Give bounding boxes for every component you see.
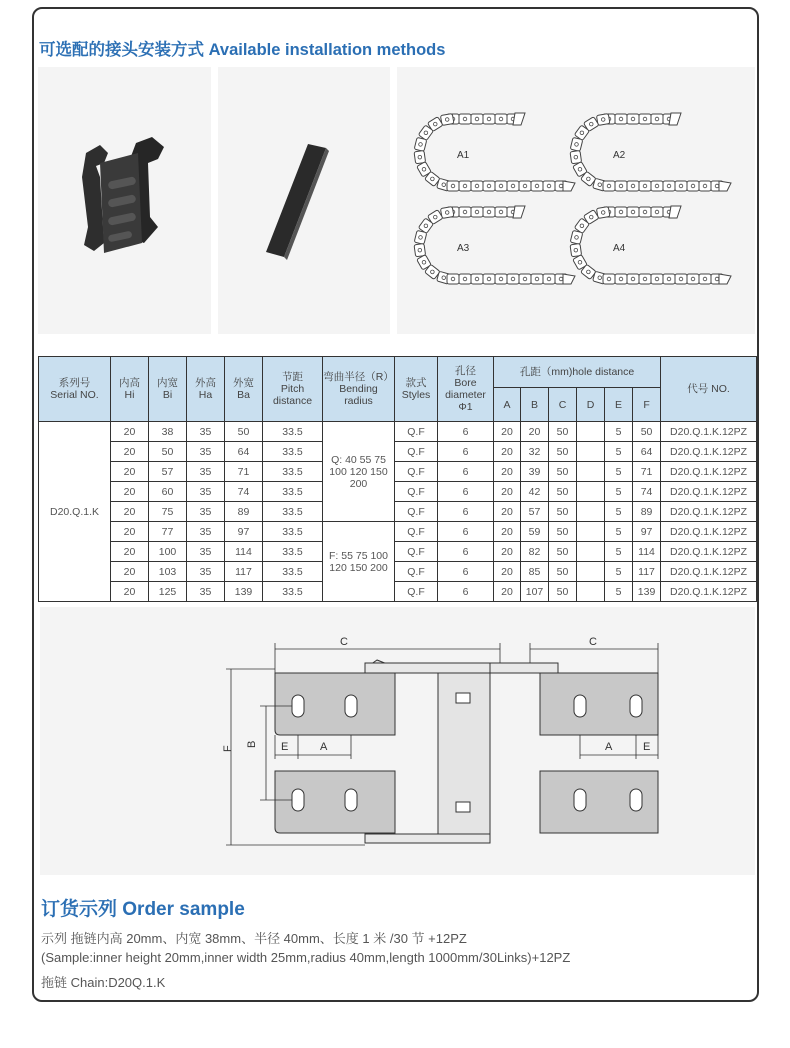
- cell-bore: 6: [438, 442, 494, 462]
- cell-hi: 20: [111, 522, 149, 542]
- chain-link: [627, 207, 639, 217]
- cell-a: 20: [494, 582, 521, 602]
- cell-ba: 139: [225, 582, 263, 602]
- cell-e: 5: [605, 442, 633, 462]
- chain-end-bracket: [719, 181, 731, 191]
- chain-link: [459, 114, 471, 124]
- chain-link: [615, 207, 627, 217]
- header-pitch: 节距 Pitch distance: [263, 357, 323, 422]
- cell-f: 89: [633, 502, 661, 522]
- cell-e: 5: [605, 482, 633, 502]
- chain-link: [507, 181, 519, 191]
- strip-icon: [218, 67, 390, 334]
- serial-cell: D20.Q.1.K: [39, 422, 111, 602]
- cell-b: 82: [521, 542, 549, 562]
- cell-code: D20.Q.1.K.12PZ: [661, 502, 757, 522]
- chain-link: [543, 274, 555, 284]
- chain-link: [651, 207, 663, 217]
- header-hole-distance: 孔距（mm)hole distance: [494, 357, 661, 388]
- chain-link: [414, 151, 426, 164]
- chain-link: [615, 181, 627, 191]
- chain-link: [639, 274, 651, 284]
- cell-b: 39: [521, 462, 549, 482]
- chain-link: [603, 274, 615, 284]
- chain-link: [495, 207, 507, 217]
- cell-hi: 20: [111, 442, 149, 462]
- chain-link: [507, 274, 519, 284]
- chain-link: [687, 274, 699, 284]
- chain-link: [471, 207, 483, 217]
- chain-link: [447, 181, 459, 191]
- cell-ha: 35: [187, 542, 225, 562]
- chain-link: [675, 181, 687, 191]
- cell-pitch: 33.5: [263, 502, 323, 522]
- order-sample-title: 订货示列 Order sample: [41, 899, 245, 920]
- installation-options-panel: [397, 67, 755, 334]
- chain-link: [627, 114, 639, 124]
- header-ha: 外高 Ha: [187, 357, 225, 422]
- cell-f: 74: [633, 482, 661, 502]
- dim-label-f: F: [222, 745, 234, 752]
- cell-ha: 35: [187, 482, 225, 502]
- cell-c: 50: [549, 562, 577, 582]
- chain-link: [699, 274, 711, 284]
- chain-link: [459, 207, 471, 217]
- chain-end-bracket: [563, 274, 575, 284]
- cell-e: 5: [605, 462, 633, 482]
- fixing-strip-photo: [218, 67, 390, 334]
- cell-style: Q.F: [395, 542, 438, 562]
- cell-pitch: 33.5: [263, 422, 323, 442]
- cell-a: 20: [494, 542, 521, 562]
- cell-d: [577, 462, 605, 482]
- chain-link: [570, 137, 583, 151]
- cell-pitch: 33.5: [263, 482, 323, 502]
- cell-bore: 6: [438, 462, 494, 482]
- cell-hi: 20: [111, 462, 149, 482]
- cell-b: 32: [521, 442, 549, 462]
- cell-style: Q.F: [395, 482, 438, 502]
- chain-link: [471, 274, 483, 284]
- cell-ba: 50: [225, 422, 263, 442]
- cell-ha: 35: [187, 562, 225, 582]
- cell-f: 50: [633, 422, 661, 442]
- header-bore: 孔径 Bore diameter Φ1: [438, 357, 494, 422]
- cell-style: Q.F: [395, 522, 438, 542]
- header-serial: 系列号 Serial NO.: [39, 357, 111, 422]
- cell-bi: 57: [149, 462, 187, 482]
- cell-bi: 75: [149, 502, 187, 522]
- cell-ha: 35: [187, 582, 225, 602]
- dim-label-a-left: A: [320, 741, 328, 753]
- table-row: [39, 482, 757, 502]
- chain-link: [651, 114, 663, 124]
- chain-link: [570, 230, 583, 244]
- cell-bi: 103: [149, 562, 187, 582]
- chain-end-bracket: [669, 206, 681, 218]
- cell-bore: 6: [438, 562, 494, 582]
- dim-label-e-left: E: [281, 741, 289, 753]
- table-row: [39, 582, 757, 602]
- cell-d: [577, 542, 605, 562]
- link-dimension-drawing: [40, 607, 755, 875]
- chain-link: [675, 274, 687, 284]
- chain-end-bracket: [513, 206, 525, 218]
- table-row: [39, 562, 757, 582]
- cell-d: [577, 482, 605, 502]
- chain-link: [459, 274, 471, 284]
- chain-link: [699, 181, 711, 191]
- cell-bi: 125: [149, 582, 187, 602]
- cell-ha: 35: [187, 522, 225, 542]
- chain-link: [519, 274, 531, 284]
- dim-label-c-left: C: [340, 636, 348, 648]
- cell-hi: 20: [111, 542, 149, 562]
- cell-ba: 64: [225, 442, 263, 462]
- cell-c: 50: [549, 542, 577, 562]
- cell-pitch: 33.5: [263, 582, 323, 602]
- table-row: [39, 522, 757, 542]
- cell-e: 5: [605, 562, 633, 582]
- chain-link: [483, 181, 495, 191]
- chain-link: [570, 151, 582, 164]
- chain-link: [651, 181, 663, 191]
- chain-link: [495, 114, 507, 124]
- chain-link: [483, 207, 495, 217]
- order-sample-line-cn: 示列 拖链内高 20mm、内宽 38mm、半径 40mm、长度 1 米 /30 节 +12PZ: [41, 931, 467, 946]
- cell-hi: 20: [111, 562, 149, 582]
- cell-bore: 6: [438, 502, 494, 522]
- chain-end-bracket: [563, 181, 575, 191]
- cell-style: Q.F: [395, 422, 438, 442]
- cell-ha: 35: [187, 502, 225, 522]
- cell-hi: 20: [111, 422, 149, 442]
- table-row: [39, 542, 757, 562]
- chain-link: [414, 244, 426, 257]
- cell-ba: 114: [225, 542, 263, 562]
- cell-c: 50: [549, 502, 577, 522]
- cell-code: D20.Q.1.K.12PZ: [661, 482, 757, 502]
- cell-c: 50: [549, 522, 577, 542]
- cell-e: 5: [605, 502, 633, 522]
- cell-c: 50: [549, 462, 577, 482]
- chain-link: [447, 274, 459, 284]
- cell-pitch: 33.5: [263, 462, 323, 482]
- cell-bi: 60: [149, 482, 187, 502]
- cell-bi: 77: [149, 522, 187, 542]
- cell-bi: 38: [149, 422, 187, 442]
- header-hi: 内高 Hi: [111, 357, 149, 422]
- chain-link: [471, 114, 483, 124]
- chain-link: [531, 181, 543, 191]
- chain-link: [495, 274, 507, 284]
- bending-radius-f: F: 55 75 100 120 150 200: [323, 522, 395, 602]
- cell-e: 5: [605, 522, 633, 542]
- header-b: B: [521, 388, 549, 422]
- chain-link: [651, 274, 663, 284]
- dim-label-b: B: [246, 740, 258, 748]
- cell-a: 20: [494, 502, 521, 522]
- cell-f: 64: [633, 442, 661, 462]
- chain-link: [531, 274, 543, 284]
- chain-link: [627, 274, 639, 284]
- cell-code: D20.Q.1.K.12PZ: [661, 422, 757, 442]
- cell-bore: 6: [438, 522, 494, 542]
- header-bi: 内宽 Bi: [149, 357, 187, 422]
- chain-link: [483, 274, 495, 284]
- table-row: [39, 502, 757, 522]
- cell-c: 50: [549, 442, 577, 462]
- header-c: C: [549, 388, 577, 422]
- cell-b: 57: [521, 502, 549, 522]
- cell-hi: 20: [111, 582, 149, 602]
- chain-link: [615, 114, 627, 124]
- cell-b: 20: [521, 422, 549, 442]
- dim-label-a-right: A: [605, 741, 613, 753]
- dim-label-e-right: E: [643, 741, 651, 753]
- cell-style: Q.F: [395, 562, 438, 582]
- chain-link: [615, 274, 627, 284]
- cell-f: 114: [633, 542, 661, 562]
- cell-ba: 97: [225, 522, 263, 542]
- chain-end-bracket: [669, 113, 681, 125]
- cell-b: 107: [521, 582, 549, 602]
- installation-title: 可选配的接头安装方式 Available installation methods: [39, 41, 446, 59]
- table-row: [39, 462, 757, 482]
- cell-ha: 35: [187, 462, 225, 482]
- cell-style: Q.F: [395, 502, 438, 522]
- header-a: A: [494, 388, 521, 422]
- cell-ha: 35: [187, 442, 225, 462]
- chain-label-a3: A3: [457, 243, 470, 254]
- spec-table-body: [39, 422, 757, 602]
- cell-pitch: 33.5: [263, 442, 323, 462]
- chain-link: [471, 181, 483, 191]
- cell-pitch: 33.5: [263, 542, 323, 562]
- dimension-drawing-panel: [40, 607, 755, 875]
- cell-code: D20.Q.1.K.12PZ: [661, 462, 757, 482]
- header-bending-radius: 弯曲半径（R） Bending radius: [323, 357, 395, 422]
- cell-style: Q.F: [395, 582, 438, 602]
- table-row: [39, 422, 757, 442]
- chain-link: [663, 181, 675, 191]
- cell-c: 50: [549, 422, 577, 442]
- cell-b: 59: [521, 522, 549, 542]
- header-styles: 款式 Styles: [395, 357, 438, 422]
- chain-link: [639, 181, 651, 191]
- cell-ba: 117: [225, 562, 263, 582]
- cell-ha: 35: [187, 422, 225, 442]
- chain-link: [627, 181, 639, 191]
- cell-f: 117: [633, 562, 661, 582]
- bending-radius-q: Q: 40 55 75 100 120 150 200: [323, 422, 395, 522]
- chain-link: [663, 274, 675, 284]
- spec-table: [38, 356, 757, 602]
- order-sample-chain-code: 拖链 Chain:D20Q.1.K: [41, 975, 166, 990]
- cell-e: 5: [605, 422, 633, 442]
- header-e: E: [605, 388, 633, 422]
- cell-f: 71: [633, 462, 661, 482]
- chain-link: [519, 181, 531, 191]
- cell-f: 139: [633, 582, 661, 602]
- dim-label-c-right: C: [589, 636, 597, 648]
- cell-b: 85: [521, 562, 549, 582]
- chain-link: [570, 244, 582, 257]
- header-code: 代号 NO.: [661, 357, 757, 422]
- cell-a: 20: [494, 562, 521, 582]
- chain-link: [603, 181, 615, 191]
- chain-link: [414, 230, 427, 244]
- chain-link: [414, 137, 427, 151]
- chain-label-a1: A1: [457, 150, 470, 161]
- cell-e: 5: [605, 582, 633, 602]
- cell-hi: 20: [111, 502, 149, 522]
- cell-c: 50: [549, 482, 577, 502]
- cell-ba: 71: [225, 462, 263, 482]
- chain-link: [459, 181, 471, 191]
- cell-code: D20.Q.1.K.12PZ: [661, 522, 757, 542]
- chain-link: [639, 207, 651, 217]
- cell-code: D20.Q.1.K.12PZ: [661, 542, 757, 562]
- chain-diagrams: [397, 67, 755, 334]
- chain-link: [543, 181, 555, 191]
- order-sample-line-en: (Sample:inner height 20mm,inner width 25mm,radius 40mm,length 1000mm/30Links)+12PZ: [41, 950, 571, 965]
- chain-link: [483, 114, 495, 124]
- end-bracket-icon: [38, 67, 211, 334]
- header-ba: 外宽 Ba: [225, 357, 263, 422]
- chain-link: [639, 114, 651, 124]
- header-f: F: [633, 388, 661, 422]
- chain-link: [687, 181, 699, 191]
- cell-bi: 100: [149, 542, 187, 562]
- cell-a: 20: [494, 422, 521, 442]
- cell-d: [577, 582, 605, 602]
- cell-code: D20.Q.1.K.12PZ: [661, 442, 757, 462]
- header-d: D: [577, 388, 605, 422]
- cell-hi: 20: [111, 482, 149, 502]
- cell-bore: 6: [438, 482, 494, 502]
- cell-bore: 6: [438, 582, 494, 602]
- cell-a: 20: [494, 442, 521, 462]
- cell-c: 50: [549, 582, 577, 602]
- cell-ba: 74: [225, 482, 263, 502]
- cell-f: 97: [633, 522, 661, 542]
- cell-pitch: 33.5: [263, 522, 323, 542]
- cell-a: 20: [494, 462, 521, 482]
- cell-d: [577, 502, 605, 522]
- table-header-row: [39, 357, 757, 388]
- cell-b: 42: [521, 482, 549, 502]
- chain-label-a2: A2: [613, 150, 626, 161]
- cell-style: Q.F: [395, 462, 438, 482]
- cell-d: [577, 562, 605, 582]
- cell-d: [577, 422, 605, 442]
- end-bracket-photo: [38, 67, 211, 334]
- table-row: [39, 442, 757, 462]
- cell-a: 20: [494, 482, 521, 502]
- chain-end-bracket: [719, 274, 731, 284]
- chain-link: [495, 181, 507, 191]
- cell-bore: 6: [438, 542, 494, 562]
- cell-style: Q.F: [395, 442, 438, 462]
- cell-e: 5: [605, 542, 633, 562]
- cell-pitch: 33.5: [263, 562, 323, 582]
- cell-bi: 50: [149, 442, 187, 462]
- cell-bore: 6: [438, 422, 494, 442]
- chain-label-a4: A4: [613, 243, 626, 254]
- cell-code: D20.Q.1.K.12PZ: [661, 582, 757, 602]
- cell-code: D20.Q.1.K.12PZ: [661, 562, 757, 582]
- cell-d: [577, 442, 605, 462]
- cell-a: 20: [494, 522, 521, 542]
- cell-d: [577, 522, 605, 542]
- cell-ba: 89: [225, 502, 263, 522]
- chain-end-bracket: [513, 113, 525, 125]
